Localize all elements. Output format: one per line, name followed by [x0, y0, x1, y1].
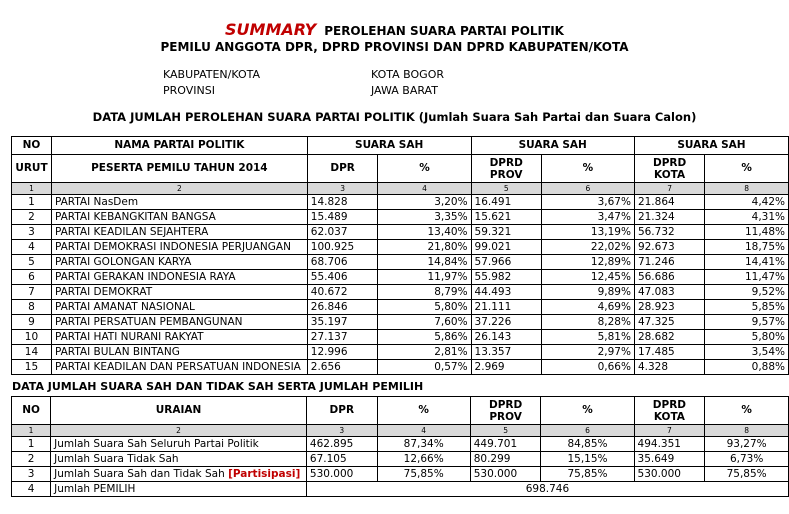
row-prov: 37.226	[471, 315, 541, 330]
row-prov-pct: 4,69%	[541, 300, 634, 315]
th-prov-pct: %	[541, 155, 634, 183]
col-index: 7	[634, 425, 705, 437]
row-prov-pct: 12,45%	[541, 270, 634, 285]
row-prov-pct: 13,19%	[541, 225, 634, 240]
table-row	[12, 345, 789, 360]
row-no: 1	[12, 437, 51, 452]
row-prov-pct: 75,85%	[541, 467, 634, 482]
row-prov-pct: 15,15%	[541, 452, 634, 467]
col-index: 6	[541, 425, 634, 437]
meta-prov-value: JAWA BARAT	[371, 84, 438, 97]
row-no: 2	[12, 452, 51, 467]
th2-uraian: URAIAN	[51, 397, 307, 425]
row-dpr: 40.672	[307, 285, 378, 300]
summary-title	[0, 20, 789, 39]
partisipasi-label: [Partisipasi]	[228, 467, 301, 480]
row-prov-pct: 84,85%	[541, 437, 634, 452]
row-kota: 21.864	[634, 195, 704, 210]
th2-kota-pct: %	[705, 397, 789, 425]
row-no: 1	[12, 195, 52, 210]
summary-label: SUMMARY	[225, 20, 317, 39]
col-index: 5	[470, 425, 541, 437]
row-prov: 80.299	[470, 452, 541, 467]
row-dpr-pct: 2,81%	[378, 345, 471, 360]
row-kota: 21.324	[634, 210, 704, 225]
row-party-name: PARTAI DEMOKRASI INDONESIA PERJUANGAN	[51, 240, 307, 255]
row-prov: 55.982	[471, 270, 541, 285]
row-prov-pct: 8,28%	[541, 315, 634, 330]
row-kota: 47.325	[634, 315, 704, 330]
table-row	[12, 315, 789, 330]
row-dpr-pct: 21,80%	[378, 240, 471, 255]
row-kota-pct: 9,52%	[705, 285, 789, 300]
row-kota-pct: 14,41%	[705, 255, 789, 270]
row-kota: 71.246	[634, 255, 704, 270]
col-index: 5	[471, 183, 541, 195]
row-kota: 4.328	[634, 360, 704, 375]
row-dpr: 35.197	[307, 315, 378, 330]
row-kota-pct: 93,27%	[705, 437, 789, 452]
row-kota-pct: 0,88%	[705, 360, 789, 375]
row-dpr: 26.846	[307, 300, 378, 315]
col-index: 4	[377, 425, 470, 437]
th-nama2: PESERTA PEMILU TAHUN 2014	[51, 155, 307, 183]
row-prov-pct: 9,89%	[541, 285, 634, 300]
th-dprd-prov: DPRD PROV	[471, 155, 541, 183]
table1-title: DATA JUMLAH PEROLEHAN SUARA PARTAI POLITIK (Jumlah Suara Sah Partai dan Suara Calon)	[92, 110, 697, 124]
table-row	[12, 270, 789, 285]
meta-prov-label: PROVINSI	[163, 84, 215, 97]
row-party-name: PARTAI KEADILAN DAN PERSATUAN INDONESIA	[51, 360, 307, 375]
row-kota-pct: 11,47%	[705, 270, 789, 285]
row-party-name: PARTAI NasDem	[51, 195, 307, 210]
row-prov: 26.143	[471, 330, 541, 345]
row-dpr-pct: 5,86%	[378, 330, 471, 345]
table-row	[12, 482, 789, 497]
col-index: 7	[634, 183, 704, 195]
th-urut: URUT	[12, 155, 52, 183]
row-party-name: PARTAI KEBANGKITAN BANGSA	[51, 210, 307, 225]
col-index: 2	[51, 425, 307, 437]
row-dpr: 530.000	[306, 467, 377, 482]
row-no: 4	[12, 482, 51, 497]
row-prov: 2.969	[471, 360, 541, 375]
row-no: 15	[12, 360, 52, 375]
row-party-name: PARTAI GERAKAN INDONESIA RAYA	[51, 270, 307, 285]
row-dpr: 15.489	[307, 210, 378, 225]
summary-rows	[12, 437, 789, 467]
th-dprd-kota: DPRD KOTA	[634, 155, 704, 183]
row-prov: 99.021	[471, 240, 541, 255]
th-nama1: NAMA PARTAI POLITIK	[51, 137, 307, 155]
row-dpr: 12.996	[307, 345, 378, 360]
row-party-name: PARTAI HATI NURANI RAKYAT	[51, 330, 307, 345]
th-suara-sah-prov: SUARA SAH	[471, 137, 634, 155]
row-kota: 56.686	[634, 270, 704, 285]
row-kota: 17.485	[634, 345, 704, 360]
row-dpr-pct: 3,35%	[378, 210, 471, 225]
row-dpr: 62.037	[307, 225, 378, 240]
row-no: 3	[12, 225, 52, 240]
row-dpr: 462.895	[306, 437, 377, 452]
row-party-name: PARTAI DEMOKRAT	[51, 285, 307, 300]
row-prov: 449.701	[470, 437, 541, 452]
row-kota: 530.000	[634, 467, 705, 482]
party-rows	[12, 195, 789, 375]
row-kota-pct: 5,85%	[705, 300, 789, 315]
row-kota-pct: 4,31%	[705, 210, 789, 225]
col-index: 1	[12, 183, 52, 195]
row-kota-pct: 4,42%	[705, 195, 789, 210]
row-prov-pct: 2,97%	[541, 345, 634, 360]
table-row	[12, 330, 789, 345]
row-dpr-pct: 7,60%	[378, 315, 471, 330]
row-kota-pct: 11,48%	[705, 225, 789, 240]
column-index-row	[12, 425, 789, 437]
row-prov: 21.111	[471, 300, 541, 315]
meta-kab-value: KOTA BOGOR	[371, 68, 444, 81]
row-dpr-pct: 12,66%	[377, 452, 470, 467]
column-index-row	[12, 183, 789, 195]
row-prov-pct: 5,81%	[541, 330, 634, 345]
th-no: NO	[12, 137, 52, 155]
th-dpr-pct: %	[378, 155, 471, 183]
row-no: 6	[12, 270, 52, 285]
table-row	[12, 255, 789, 270]
row-no: 14	[12, 345, 52, 360]
row-no: 7	[12, 285, 52, 300]
row-kota: 28.682	[634, 330, 704, 345]
row-party-name: PARTAI AMANAT NASIONAL	[51, 300, 307, 315]
party-votes-table	[11, 136, 789, 375]
row-dpr-pct: 87,34%	[377, 437, 470, 452]
row-no: 9	[12, 315, 52, 330]
th-suara-sah-kota: SUARA SAH	[634, 137, 788, 155]
row-prov-pct: 0,66%	[541, 360, 634, 375]
th2-no: NO	[12, 397, 51, 425]
table-row	[12, 225, 789, 240]
row-dpr-pct: 75,85%	[377, 467, 470, 482]
table-row	[12, 285, 789, 300]
th2-prov-pct: %	[541, 397, 634, 425]
row-prov-pct: 22,02%	[541, 240, 634, 255]
row-kota-pct: 9,57%	[705, 315, 789, 330]
col-index: 8	[705, 183, 789, 195]
th-kota-pct: %	[705, 155, 789, 183]
row-kota: 56.732	[634, 225, 704, 240]
row-label: Jumlah Suara Tidak Sah	[51, 452, 307, 467]
col-index: 2	[51, 183, 307, 195]
table-row	[12, 437, 789, 452]
row-party-name: PARTAI PERSATUAN PEMBANGUNAN	[51, 315, 307, 330]
col-index: 8	[705, 425, 789, 437]
row-dpr: 2.656	[307, 360, 378, 375]
row-kota-pct: 6,73%	[705, 452, 789, 467]
row-prov: 13.357	[471, 345, 541, 360]
th2-dprd-prov: DPRD PROV	[470, 397, 541, 425]
meta-prov-row	[163, 84, 438, 97]
col-index: 3	[306, 425, 377, 437]
summary-subtitle: PEROLEHAN SUARA PARTAI POLITIK	[324, 24, 564, 38]
table-row	[12, 300, 789, 315]
row-kota-pct: 18,75%	[705, 240, 789, 255]
row-kota: 28.923	[634, 300, 704, 315]
row-label: Jumlah Suara Sah Seluruh Partai Politik	[51, 437, 307, 452]
col-index: 4	[378, 183, 471, 195]
row-dpr: 67.105	[306, 452, 377, 467]
th-suara-sah-dpr: SUARA SAH	[307, 137, 471, 155]
row-party-name: PARTAI GOLONGAN KARYA	[51, 255, 307, 270]
row-prov: 16.491	[471, 195, 541, 210]
row-prov: 15.621	[471, 210, 541, 225]
th2-dprd-kota: DPRD KOTA	[634, 397, 705, 425]
meta-kab-row	[163, 68, 444, 81]
row-party-name: PARTAI KEADILAN SEJAHTERA	[51, 225, 307, 240]
row-kota-pct: 75,85%	[705, 467, 789, 482]
th2-dpr: DPR	[306, 397, 377, 425]
row-kota-pct: 3,54%	[705, 345, 789, 360]
row-dpr-pct: 5,80%	[378, 300, 471, 315]
row-no: 5	[12, 255, 52, 270]
row-dpr: 55.406	[307, 270, 378, 285]
row-dpr-pct: 13,40%	[378, 225, 471, 240]
row-dpr-pct: 0,57%	[378, 360, 471, 375]
row-no: 8	[12, 300, 52, 315]
row-dpr-pct: 8,79%	[378, 285, 471, 300]
col-index: 1	[12, 425, 51, 437]
row-no: 3	[12, 467, 51, 482]
table-row	[12, 210, 789, 225]
row-dpr: 68.706	[307, 255, 378, 270]
table2-title: DATA JUMLAH SUARA SAH DAN TIDAK SAH SERTA JUMLAH PEMILIH	[12, 380, 424, 393]
row-no: 4	[12, 240, 52, 255]
row-kota: 494.351	[634, 437, 705, 452]
row-prov-pct: 12,89%	[541, 255, 634, 270]
col-index: 6	[541, 183, 634, 195]
row-prov-pct: 3,67%	[541, 195, 634, 210]
table-row	[12, 360, 789, 375]
election-title: PEMILU ANGGOTA DPR, DPRD PROVINSI DAN DPRD KABUPATEN/KOTA	[160, 40, 629, 54]
table-row	[12, 240, 789, 255]
row-label: Jumlah PEMILIH	[51, 482, 307, 497]
row-no: 2	[12, 210, 52, 225]
total-pemilih: 698.746	[306, 482, 788, 497]
table-row	[12, 195, 789, 210]
row-prov: 44.493	[471, 285, 541, 300]
row-dpr: 14.828	[307, 195, 378, 210]
row-dpr-pct: 3,20%	[378, 195, 471, 210]
meta-kab-label: KABUPATEN/KOTA	[163, 68, 261, 81]
row-dpr: 100.925	[307, 240, 378, 255]
row-party-name: PARTAI BULAN BINTANG	[51, 345, 307, 360]
row-dpr-pct: 14,84%	[378, 255, 471, 270]
col-index: 3	[307, 183, 378, 195]
row-prov-pct: 3,47%	[541, 210, 634, 225]
th2-dpr-pct: %	[377, 397, 470, 425]
row-prov: 530.000	[470, 467, 541, 482]
row-label-text: Jumlah Suara Sah dan Tidak Sah	[54, 467, 225, 480]
row-kota-pct: 5,80%	[705, 330, 789, 345]
th-dpr: DPR	[307, 155, 378, 183]
row-kota: 92.673	[634, 240, 704, 255]
row-prov: 57.966	[471, 255, 541, 270]
row-dpr-pct: 11,97%	[378, 270, 471, 285]
row-label	[51, 467, 307, 482]
table-row	[12, 467, 789, 482]
row-dpr: 27.137	[307, 330, 378, 345]
row-prov: 59.321	[471, 225, 541, 240]
table-row	[12, 452, 789, 467]
row-kota: 47.083	[634, 285, 704, 300]
row-no: 10	[12, 330, 52, 345]
vote-summary-table	[11, 396, 789, 497]
row-kota: 35.649	[634, 452, 705, 467]
